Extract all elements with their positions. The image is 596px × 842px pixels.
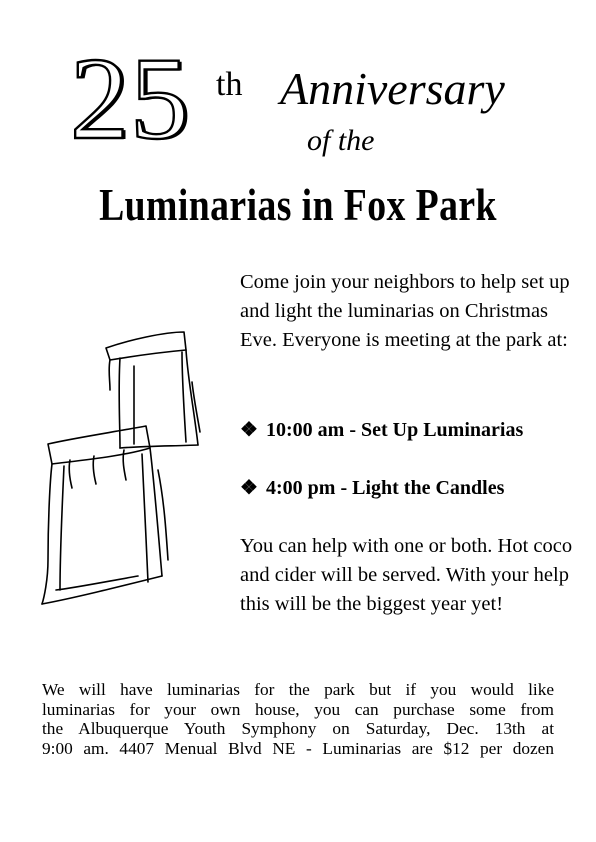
diamond-bullet-icon: ❖ bbox=[240, 419, 258, 441]
outro-paragraph: You can help with one or both. Hot coco and cider will be served. With your help this will be the biggest year yet! bbox=[240, 535, 573, 615]
event-item-setup bbox=[240, 420, 523, 440]
event-text: 4:00 pm - Light the Candles bbox=[266, 477, 505, 499]
diamond-bullet-icon: ❖ bbox=[240, 477, 258, 499]
luminaria-bags-illustration bbox=[34, 320, 214, 620]
footer-line: the Albuquerque Youth Symphony on Saturday, Dec. 13th at bbox=[42, 719, 554, 738]
footer-line: luminarias for your own house, you can purchase some from bbox=[42, 699, 554, 719]
footer-line: 9:00 am. 4407 Menual Blvd NE - Luminarias are $12 per dozen bbox=[42, 738, 554, 758]
purchase-info-paragraph bbox=[42, 680, 554, 758]
event-item-light bbox=[240, 478, 504, 498]
event-title: Luminarias in Fox Park bbox=[99, 179, 497, 230]
footer-line: We will have luminarias for the park but if you would like bbox=[42, 680, 554, 699]
anniversary-word: Anniversary bbox=[280, 63, 505, 114]
of-the-text: of the bbox=[307, 124, 375, 157]
intro-paragraph: Come join your neighbors to help set up and light the luminarias on Christmas Eve. Everyone is meeting at the park at: bbox=[240, 271, 570, 351]
anniversary-number: 25 bbox=[70, 33, 190, 164]
ordinal-suffix: th bbox=[216, 66, 243, 103]
event-text: 10:00 am - Set Up Luminarias bbox=[266, 419, 524, 441]
